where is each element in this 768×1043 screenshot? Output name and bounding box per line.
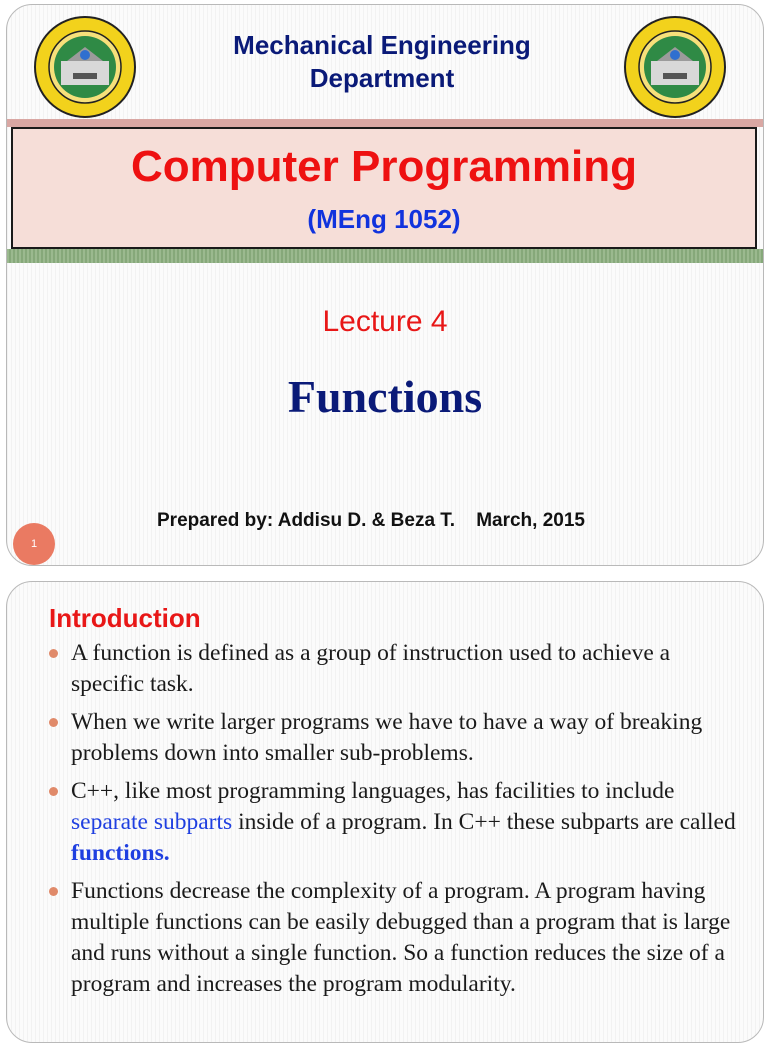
bullet-text: A function is defined as a group of instruction used to achieve a specific task. [71, 640, 671, 697]
bullet-icon [49, 787, 58, 796]
course-title: Computer Programming [130, 142, 638, 191]
bullet-list [49, 638, 749, 1007]
bullet-icon [49, 718, 58, 727]
prepared-by-line: Prepared by: Addisu D. & Beza T. March, 2015 [157, 510, 585, 531]
introduction-slide [6, 581, 764, 1043]
bullet-item [49, 876, 749, 1000]
bullet-item [49, 707, 749, 769]
department-name-line2: Department [309, 63, 455, 93]
section-title: Introduction [49, 603, 201, 633]
decorative-band-top [7, 119, 763, 127]
lecture-topic: Functions [287, 371, 483, 422]
bullet-text: Functions decrease the complexity of a program. A program having multiple functions can be easily debugged than a program that is large and runs without a single function. So a function reduces the size of a program and increases the program modularity. [71, 878, 731, 997]
bullet-icon [49, 887, 58, 896]
university-seal-logo-right [623, 15, 727, 119]
bullet-item [49, 638, 749, 700]
course-code: (MEng 1052) [307, 204, 461, 234]
bullet-icon [49, 649, 58, 658]
decorative-band-bottom [7, 249, 763, 263]
bullet-text-middle: inside of a program. In C++ these subparts are called [232, 809, 736, 835]
title-slide [6, 4, 764, 566]
department-name-line1: Mechanical Engineering [233, 30, 531, 60]
lecture-number: Lecture 4 [322, 305, 448, 338]
bullet-text-start: C++, like most programming languages, has facilities to include [71, 778, 675, 804]
course-title-box [11, 127, 757, 249]
slide-number-badge: 1 [13, 523, 55, 565]
university-seal-logo-left [33, 15, 137, 119]
bullet-item [49, 776, 749, 869]
bullet-text: When we write larger programs we have to have a way of breaking problems down into smaller sub-problems. [71, 709, 703, 766]
emphasized-term: functions. [71, 840, 170, 866]
highlighted-term: separate subparts [71, 809, 233, 835]
